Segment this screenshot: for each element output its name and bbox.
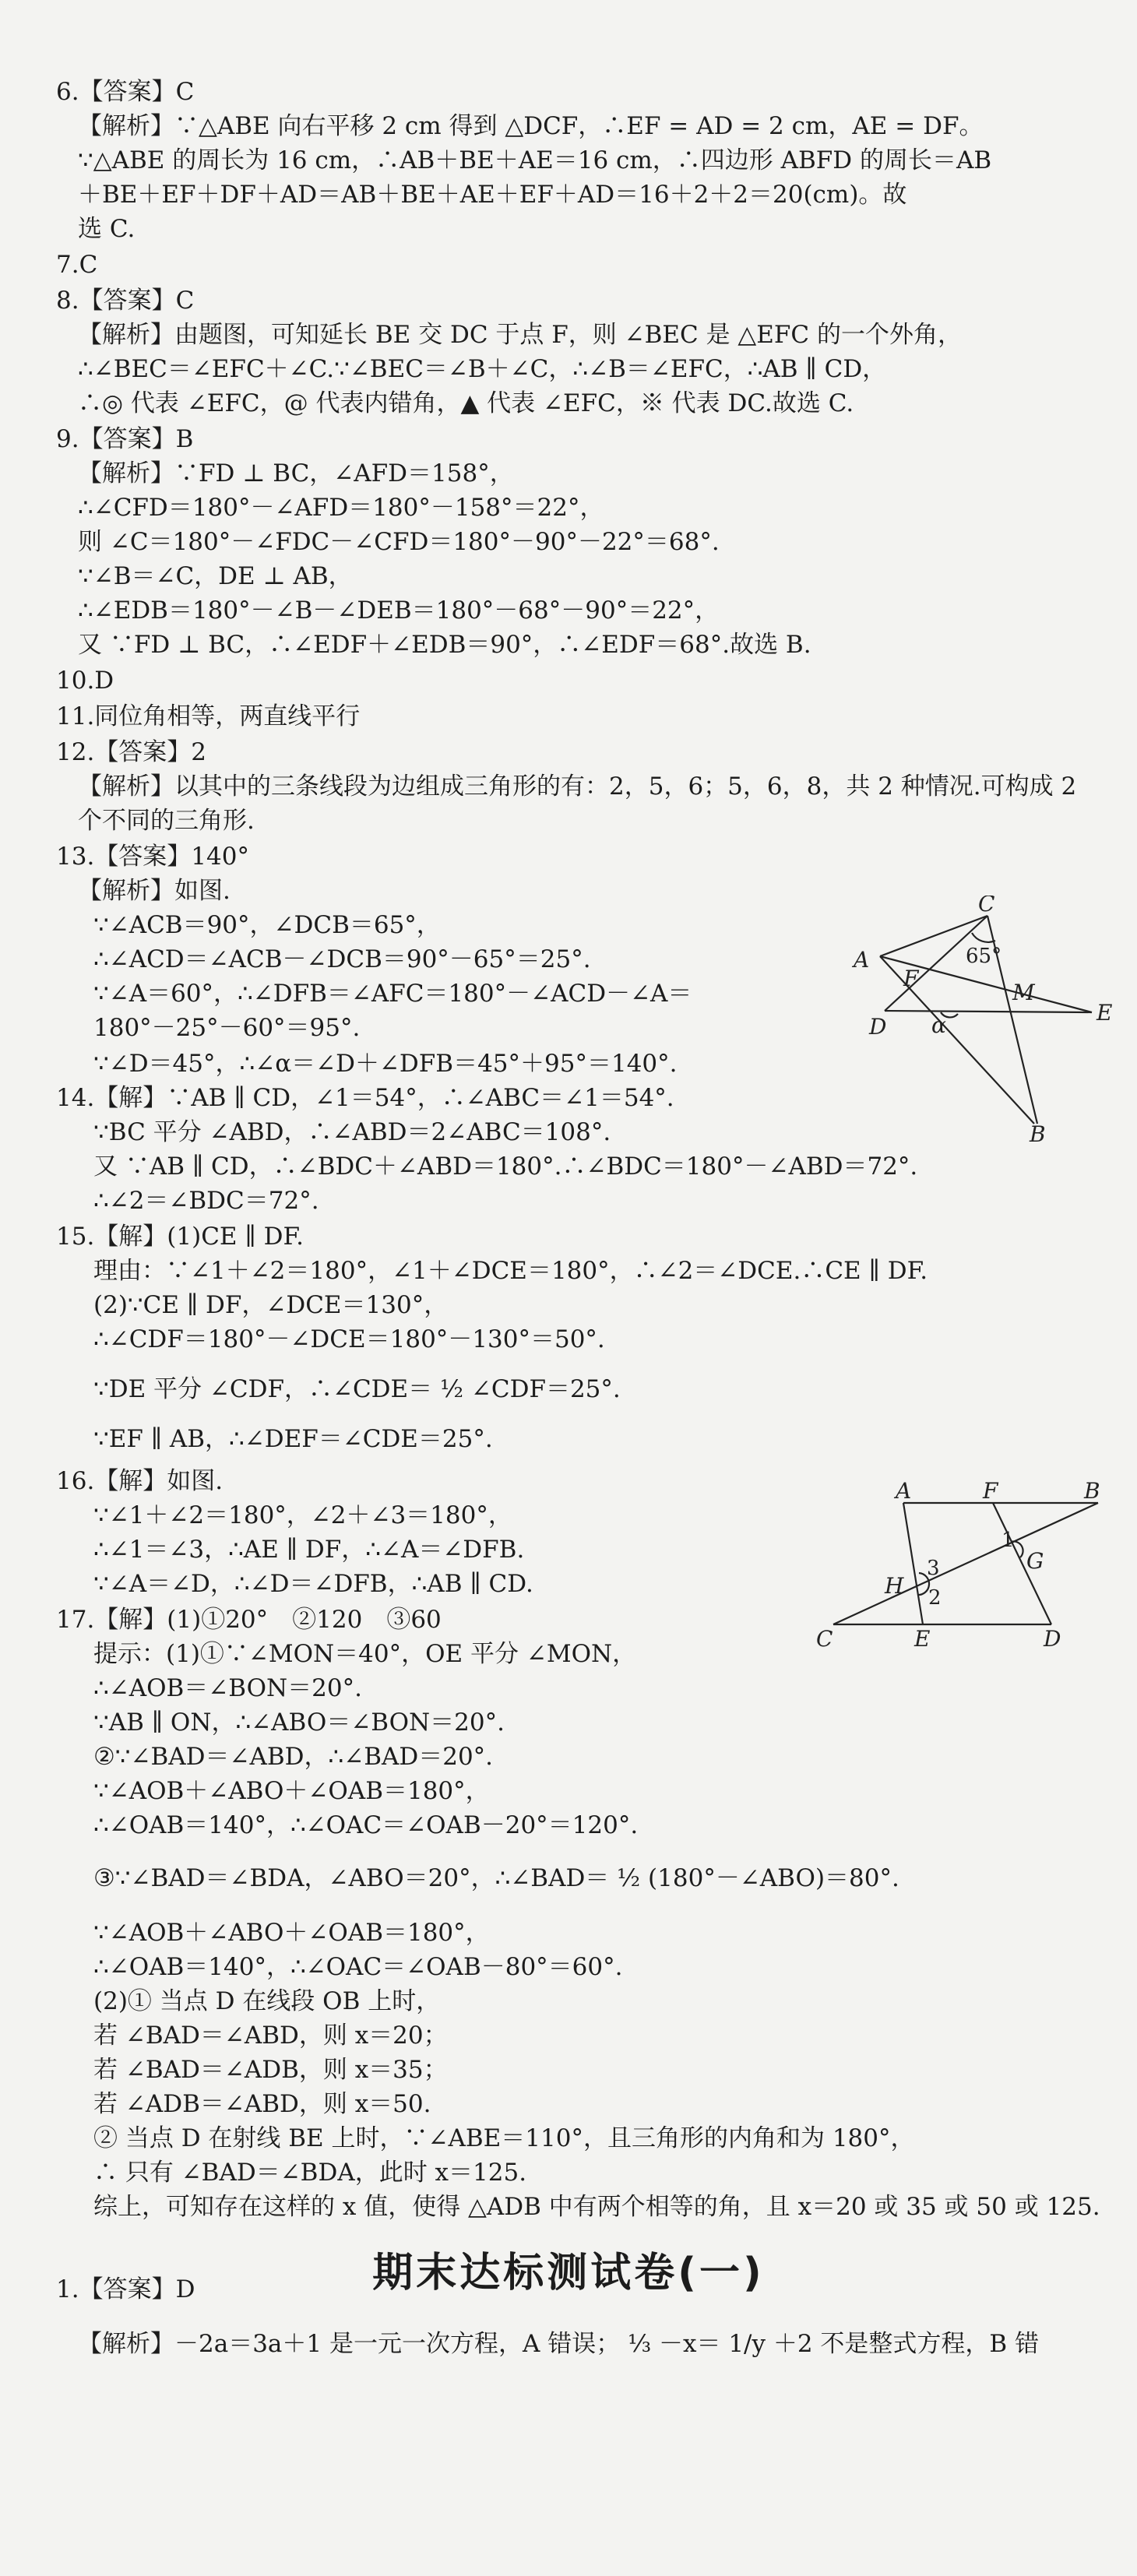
answer-line: ∵DE 平分 ∠CDF，∴∠CDE＝ ½ ∠CDF＝25°. xyxy=(93,1375,621,1403)
answer-line: 16.【解】如图. xyxy=(56,1467,224,1495)
answer-line: ∴∠OAB＝140°，∴∠OAC＝∠OAB－20°＝120°. xyxy=(93,1811,639,1839)
fig16-label-C: C xyxy=(816,1626,833,1652)
figure-16 xyxy=(810,1480,1114,1659)
answer-line: 又 ∵FD ⊥ BC，∴∠EDF＋∠EDB＝90°，∴∠EDF＝68°.故选 B. xyxy=(78,631,811,659)
answer-line: 180°－25°－60°＝95°. xyxy=(93,1014,361,1042)
answer-line: ∴∠1＝∠3，∴AE ∥ DF，∴∠A＝∠DFB. xyxy=(93,1536,525,1564)
answer-line: 理由：∵∠1＋∠2＝180°，∠1＋∠DCE＝180°，∴∠2＝∠DCE.∴CE ∥ DF. xyxy=(93,1257,928,1285)
fig16-label-3: 3 xyxy=(927,1557,940,1580)
answer-line: 14.【解】∵AB ∥ CD，∠1＝54°，∴∠ABC＝∠1＝54°. xyxy=(56,1084,674,1112)
answer-line: 若 ∠BAD＝∠ABD，则 x＝20； xyxy=(93,2022,448,2050)
fig16-label-1: 1 xyxy=(1001,1529,1015,1552)
answer-line: 6.【答案】C xyxy=(56,78,195,106)
fig13-label-A: A xyxy=(854,947,870,973)
answer-line: ∴∠OAB＝140°，∴∠OAC＝∠OAB－80°＝60°. xyxy=(93,1953,623,1981)
answer-line: ∵∠AOB＋∠ABO＋∠OAB＝180°， xyxy=(93,1777,490,1805)
answer-line: ∴ 只有 ∠BAD＝∠BDA，此时 x＝125. xyxy=(93,2159,527,2187)
answer-line: ＋BE＋EF＋DF＋AD＝AB＋BE＋AE＋EF＋AD＝16＋2＋2＝20(cm)。故 xyxy=(78,181,907,209)
section-title: 期末达标测试卷(一) xyxy=(372,2250,765,2296)
answer-line: 1.【答案】D xyxy=(56,2275,195,2303)
answer-line: 【解析】－2a＝3a＋1 是一元一次方程，A 错误； ⅓ －x＝ 1/y ＋2 不是整式方程，B 错 xyxy=(78,2330,1040,2358)
answer-line: ∴∠CFD＝180°－∠AFD＝180°－158°＝22°， xyxy=(78,494,604,522)
answer-line: 13.【答案】140° xyxy=(56,843,249,871)
answer-line: ∵EF ∥ AB，∴∠DEF＝∠CDE＝25°. xyxy=(93,1425,493,1453)
answer-line: (2)① 当点 D 在线段 OB 上时， xyxy=(93,1987,441,2015)
fig16-label-F: F xyxy=(983,1480,998,1504)
fig13-angle-65: 65° xyxy=(966,945,1002,968)
fig16-label-A: A xyxy=(896,1480,912,1504)
fig16-label-B: B xyxy=(1084,1480,1100,1504)
answer-line: 【解析】如图. xyxy=(78,877,231,905)
answer-line: ∵△ABE 的周长为 16 cm，∴AB＋BE＋AE＝16 cm，∴四边形 ABFD 的周长＝AB xyxy=(78,146,992,174)
answer-line: 8.【答案】C xyxy=(56,287,195,315)
answer-line: 选 C. xyxy=(78,215,136,243)
answer-line: 又 ∵AB ∥ CD，∴∠BDC＋∠ABD＝180°.∴∠BDC＝180°－∠ABD＝72°. xyxy=(93,1153,918,1181)
answer-line: 11.同位角相等，两直线平行 xyxy=(56,702,361,730)
answer-line: 17.【解】(1)①20° ②120 ③60 xyxy=(56,1606,442,1634)
fig13-label-B: B xyxy=(1030,1121,1046,1145)
answer-line: ∵∠AOB＋∠ABO＋∠OAB＝180°， xyxy=(93,1919,490,1947)
fig13-label-M: M xyxy=(1012,980,1035,1005)
answer-line: 【解析】以其中的三条线段为边组成三角形的有：2，5，6；5，6，8，共 2 种情况.可构成 2 xyxy=(78,772,1077,801)
answer-line: ∵∠A＝60°，∴∠DFB＝∠AFC＝180°－∠ACD－∠A＝ xyxy=(93,980,692,1008)
answer-line: (2)∵CE ∥ DF，∠DCE＝130°， xyxy=(93,1291,449,1319)
answer-line: 提示：(1)①∵∠MON＝40°，OE 平分 ∠MON， xyxy=(93,1640,637,1668)
answer-line: 个不同的三角形. xyxy=(78,807,255,835)
fig13-label-D: D xyxy=(869,1014,887,1040)
answer-line: ∵∠A＝∠D，∴∠D＝∠DFB，∴AB ∥ CD. xyxy=(93,1570,533,1598)
answer-line: ∵∠ACB＝90°，∠DCB＝65°， xyxy=(93,911,441,939)
fig16-label-H: H xyxy=(885,1573,904,1599)
answer-line: 【解析】∵FD ⊥ BC，∠AFD＝158°， xyxy=(78,459,514,487)
answer-line: ∴∠CDF＝180°－∠DCE＝180°－130°＝50°. xyxy=(93,1325,605,1353)
answer-line: 10.D xyxy=(56,667,114,695)
answer-line: 则 ∠C＝180°－∠FDC－∠CFD＝180°－90°－22°＝68°. xyxy=(78,528,720,556)
answer-line: ∵∠1＋∠2＝180°，∠2＋∠3＝180°， xyxy=(93,1501,512,1529)
answer-line: 【解析】∵△ABE 向右平移 2 cm 得到 △DCF，∴EF = AD = 2 cm，AE = DF。 xyxy=(78,112,984,140)
answer-line: 7.C xyxy=(56,251,98,279)
answer-line: 若 ∠ADB＝∠ABD，则 x＝50. xyxy=(93,2090,431,2118)
fig13-label-E: E xyxy=(1097,1000,1113,1026)
answer-line: 15.【解】(1)CE ∥ DF. xyxy=(56,1223,304,1251)
answer-line: ③∵∠BAD＝∠BDA，∠ABO＝20°，∴∠BAD＝ ½ (180°－∠ABO)＝80°. xyxy=(93,1864,899,1892)
answer-line: ② 当点 D 在射线 BE 上时，∵∠ABE＝110°，且三角形的内角和为 180°， xyxy=(93,2124,915,2152)
fig13-label-alpha: α xyxy=(931,1012,946,1038)
answer-line: 综上，可知存在这样的 x 值，使得 △ADB 中有两个相等的角，且 x＝20 或 35 或 50 或 125. xyxy=(93,2193,1100,2221)
answer-line: 若 ∠BAD＝∠ADB，则 x＝35； xyxy=(93,2056,448,2084)
answer-line: 9.【答案】B xyxy=(56,425,194,453)
answer-line: ∴∠BEC＝∠EFC＋∠C.∵∠BEC＝∠B＋∠C，∴∠B＝∠EFC，∴AB ∥ CD， xyxy=(78,355,887,383)
answer-line: ∵∠B＝∠C，DE ⊥ AB， xyxy=(78,562,353,590)
fig13-label-F: F xyxy=(903,966,919,991)
answer-line: 【解析】由题图，可知延长 BE 交 DC 于点 F，则 ∠BEC 是 △EFC 的一个外角， xyxy=(78,321,962,349)
answer-line: ∴◎ 代表 ∠EFC，@ 代表内错角，▲ 代表 ∠EFC，※ 代表 DC.故选 C. xyxy=(78,389,854,417)
answer-line: ∵AB ∥ ON，∴∠ABO＝∠BON＝20°. xyxy=(93,1709,505,1737)
fig16-label-D: D xyxy=(1044,1626,1061,1652)
fig16-label-E: E xyxy=(914,1626,931,1652)
answer-line: ∴∠AOB＝∠BON＝20°. xyxy=(93,1674,362,1702)
figure-13 xyxy=(833,896,1114,1145)
answer-line: ∴∠2＝∠BDC＝72°. xyxy=(93,1187,319,1215)
fig16-label-G: G xyxy=(1026,1548,1044,1574)
answer-line: ②∵∠BAD＝∠ABD，∴∠BAD＝20°. xyxy=(93,1743,494,1771)
fig13-label-C: C xyxy=(978,896,995,917)
answer-line: ∵BC 平分 ∠ABD，∴∠ABD＝2∠ABC＝108°. xyxy=(93,1118,611,1146)
answer-line: 12.【答案】2 xyxy=(56,738,207,766)
answer-line: ∴∠ACD＝∠ACB－∠DCB＝90°－65°＝25°. xyxy=(93,945,591,973)
answer-line: ∵∠D＝45°，∴∠α＝∠D＋∠DFB＝45°＋95°＝140°. xyxy=(93,1050,678,1078)
fig16-label-2: 2 xyxy=(928,1586,942,1610)
answer-line: ∴∠EDB＝180°－∠B－∠DEB＝180°－68°－90°＝22°， xyxy=(78,596,720,625)
